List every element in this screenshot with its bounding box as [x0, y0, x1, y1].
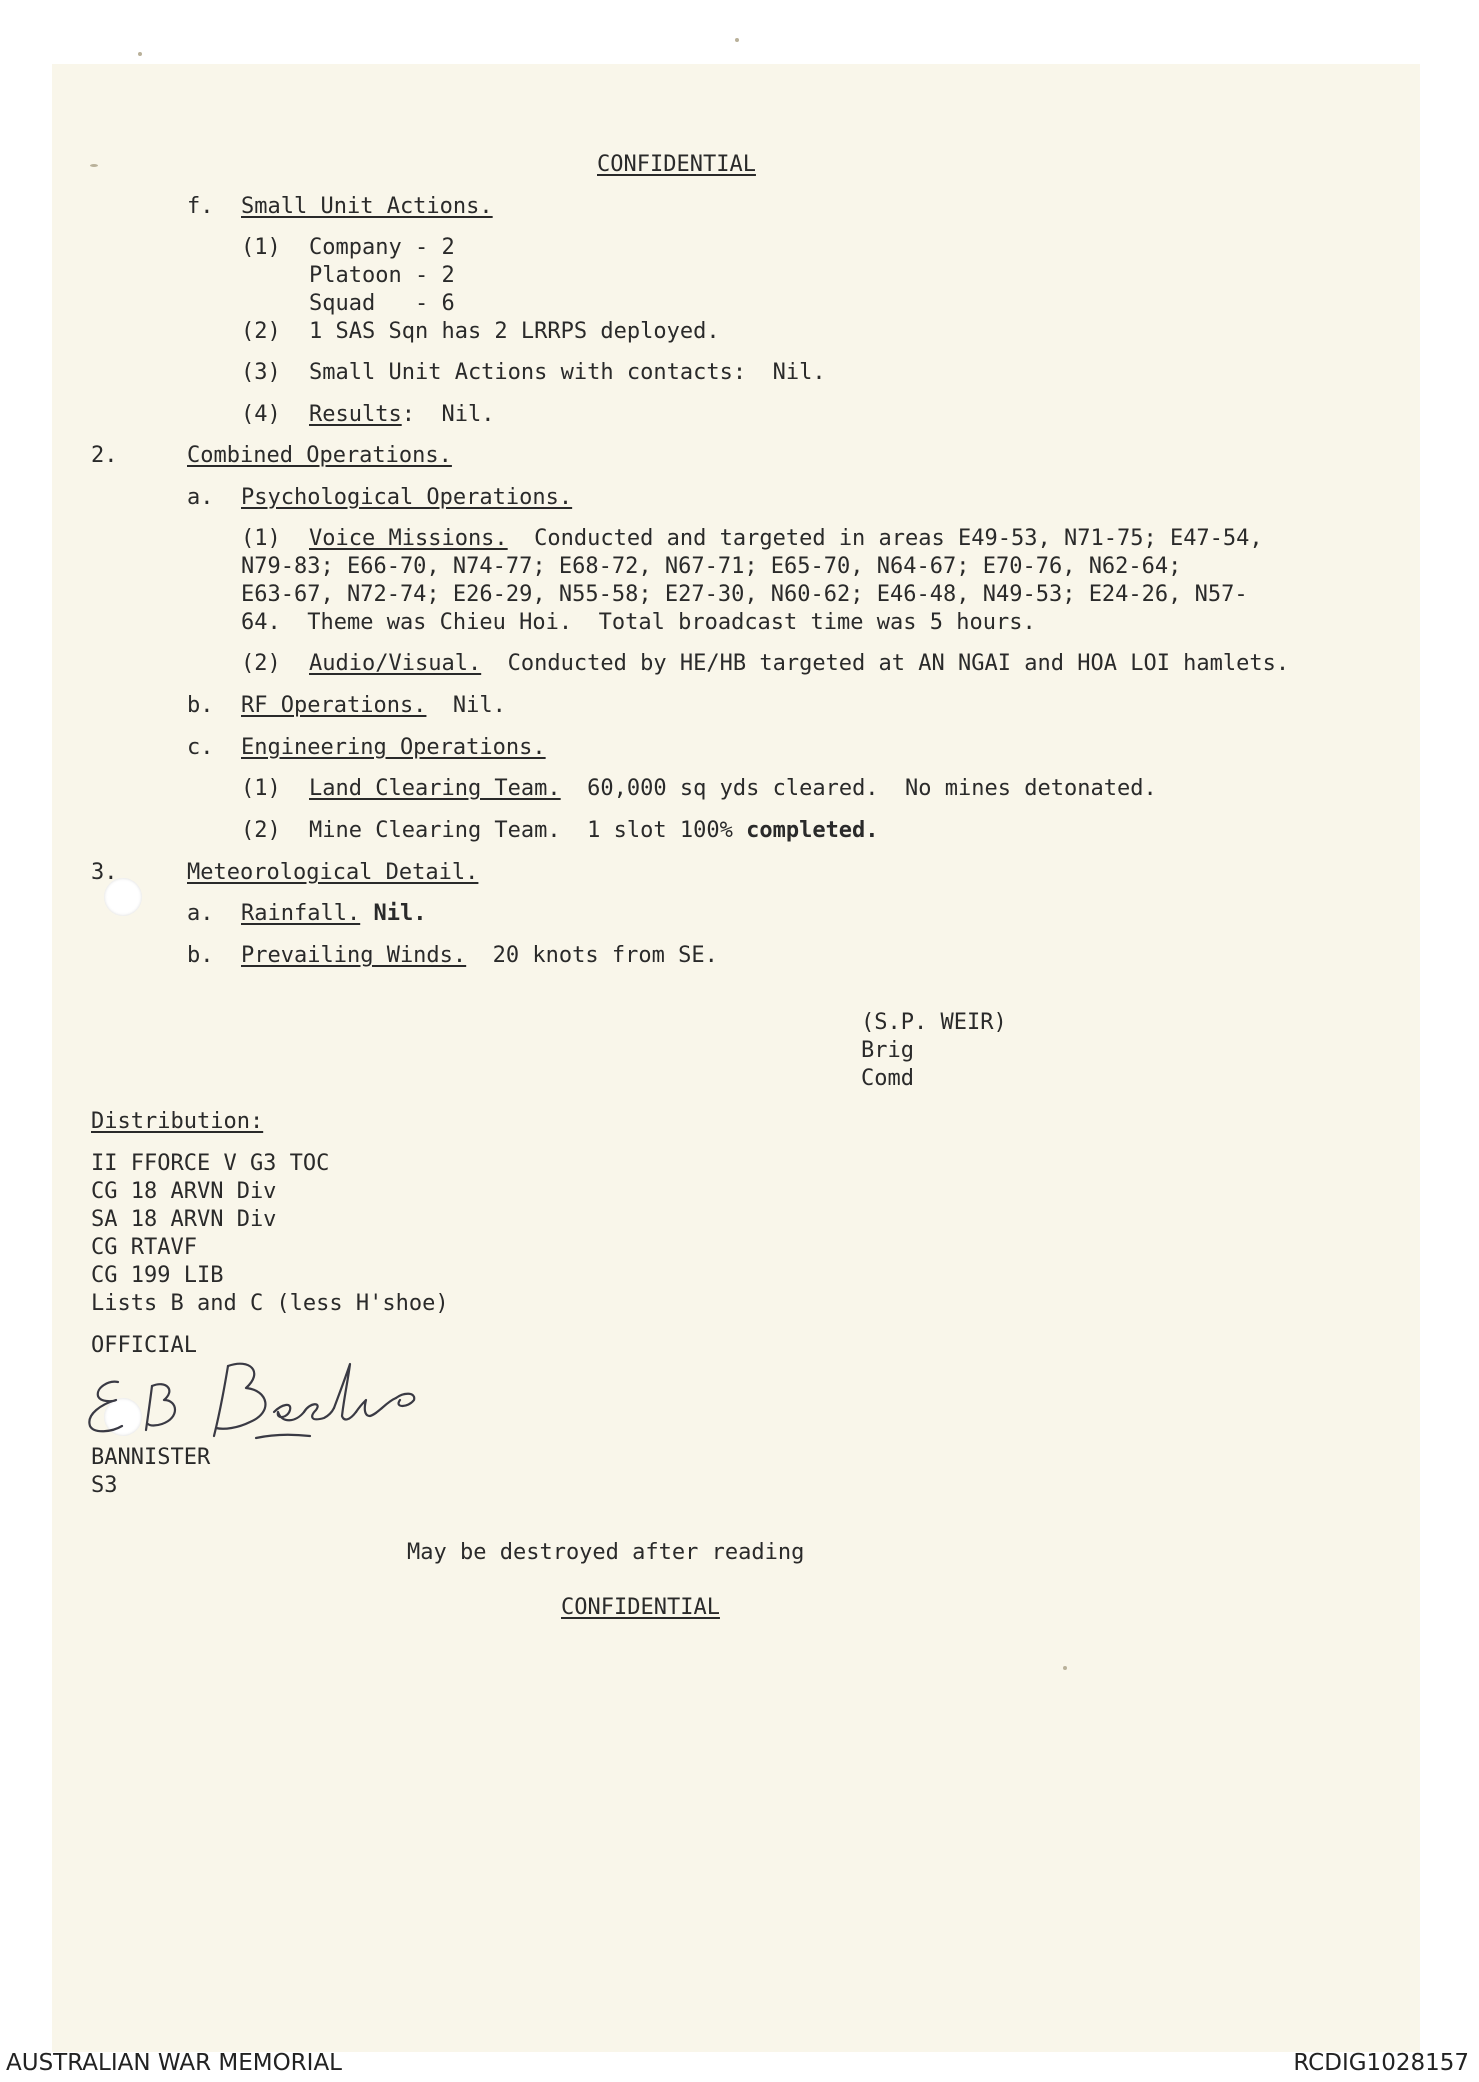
subsection-marker: c. [187, 735, 214, 760]
winds-label: Prevailing Winds. [241, 943, 467, 968]
item-marker: (2) [241, 319, 281, 344]
item-marker: (3) [241, 360, 281, 385]
archive-name: AUSTRALIAN WAR MEMORIAL [6, 2050, 342, 2076]
squad-count: Squad - 6 [309, 291, 455, 316]
distribution-item: Lists B and C (less H'shoe) [91, 1291, 449, 1316]
item-marker: (2) [241, 651, 281, 676]
classification-header: CONFIDENTIAL [597, 152, 756, 177]
voice-missions-line4: 64. Theme was Chieu Hoi. Total broadcast time was 5 hours. [241, 610, 1036, 635]
rainfall-value: Nil. [360, 901, 427, 926]
official-appointment: S3 [91, 1473, 118, 1498]
mine-clearing-line [309, 818, 879, 844]
voice-missions-line3: E63-67, N72-74; E26-29, N55-58; E27-30, N60-62; E46-48, N49-53; E24-26, N57- [241, 582, 1248, 607]
audio-visual-text: Conducted by HE/HB targeted at AN NGAI and HOA LOI hamlets. [481, 651, 1290, 676]
distribution-item: II FFORCE V G3 TOC [91, 1151, 330, 1176]
section-3-title: Meteorological Detail. [187, 860, 479, 885]
section-3-number: 3. [91, 860, 118, 885]
classification-footer: CONFIDENTIAL [561, 1595, 720, 1620]
winds-value: 20 knots from SE. [466, 943, 718, 968]
rf-operations-text: Nil. [426, 693, 506, 718]
rf-operations-title: RF Operations. [241, 693, 427, 718]
voice-missions-line2: N79-83; E66-70, N74-77; E68-72, N67-71; E65-70, N64-67; E70-76, N62-64; [241, 554, 1182, 579]
voice-missions-label: Voice Missions. [309, 526, 508, 551]
distribution-item: CG 199 LIB [91, 1263, 224, 1288]
distribution-item: CG 18 ARVN Div [91, 1179, 277, 1204]
archive-reference: RCDIG1028157 [1293, 2050, 1469, 2076]
item-marker: (4) [241, 402, 281, 427]
signatory-rank: Brig [861, 1038, 914, 1063]
section-f-marker: f. [187, 194, 214, 219]
subsection-marker: a. [187, 901, 214, 926]
paper-speck [1063, 1666, 1067, 1670]
audio-visual-label: Audio/Visual. [309, 651, 482, 676]
winds-line [241, 943, 718, 969]
official-name: BANNISTER [91, 1445, 211, 1470]
mine-clearing-text: Mine Clearing Team. 1 slot 100% [309, 818, 747, 843]
engineering-title: Engineering Operations. [241, 735, 546, 760]
land-clearing-label: Land Clearing Team. [309, 776, 561, 801]
mine-clearing-status: completed. [746, 818, 879, 843]
item-marker: (1) [241, 776, 281, 801]
land-clearing-text: 60,000 sq yds cleared. No mines detonated. [560, 776, 1157, 801]
subsection-marker: b. [187, 693, 214, 718]
results-value: : Nil. [401, 402, 495, 427]
paper-speck [735, 38, 739, 42]
subsection-marker: a. [187, 485, 214, 510]
audio-visual-line [309, 651, 1289, 677]
section-f-title: Small Unit Actions. [241, 194, 493, 219]
rf-operations-line [241, 693, 506, 719]
results-line [309, 402, 494, 428]
item-marker: (1) [241, 235, 281, 260]
item-marker: (1) [241, 526, 281, 551]
rainfall-label: Rainfall. [241, 901, 361, 926]
handwritten-signature [78, 1350, 478, 1450]
section-2-number: 2. [91, 443, 118, 468]
platoon-count: Platoon - 2 [309, 263, 455, 288]
sas-deployment: 1 SAS Sqn has 2 LRRPS deployed. [309, 319, 720, 344]
psyops-title: Psychological Operations. [241, 485, 573, 510]
land-clearing-line [309, 776, 1157, 802]
distribution-item: CG RTAVF [91, 1235, 197, 1260]
distribution-heading: Distribution: [91, 1109, 264, 1134]
signatory-name: (S.P. WEIR) [861, 1010, 1007, 1035]
official-label: OFFICIAL [91, 1333, 197, 1358]
results-label: Results [309, 402, 402, 427]
voice-missions-line1 [309, 526, 1263, 552]
destroy-note: May be destroyed after reading [407, 1540, 805, 1565]
section-2-title: Combined Operations. [187, 443, 452, 468]
item-marker: (2) [241, 818, 281, 843]
paper-speck [138, 52, 142, 56]
voice-missions-text: Conducted and targeted in areas E49-53, N71-75; E47-54, [507, 526, 1263, 551]
paper-speck [90, 164, 98, 167]
distribution-item: SA 18 ARVN Div [91, 1207, 277, 1232]
signatory-appointment: Comd [861, 1066, 914, 1091]
rainfall-line [241, 901, 426, 927]
subsection-marker: b. [187, 943, 214, 968]
company-count: Company - 2 [309, 235, 455, 260]
contacts-line: Small Unit Actions with contacts: Nil. [309, 360, 826, 385]
